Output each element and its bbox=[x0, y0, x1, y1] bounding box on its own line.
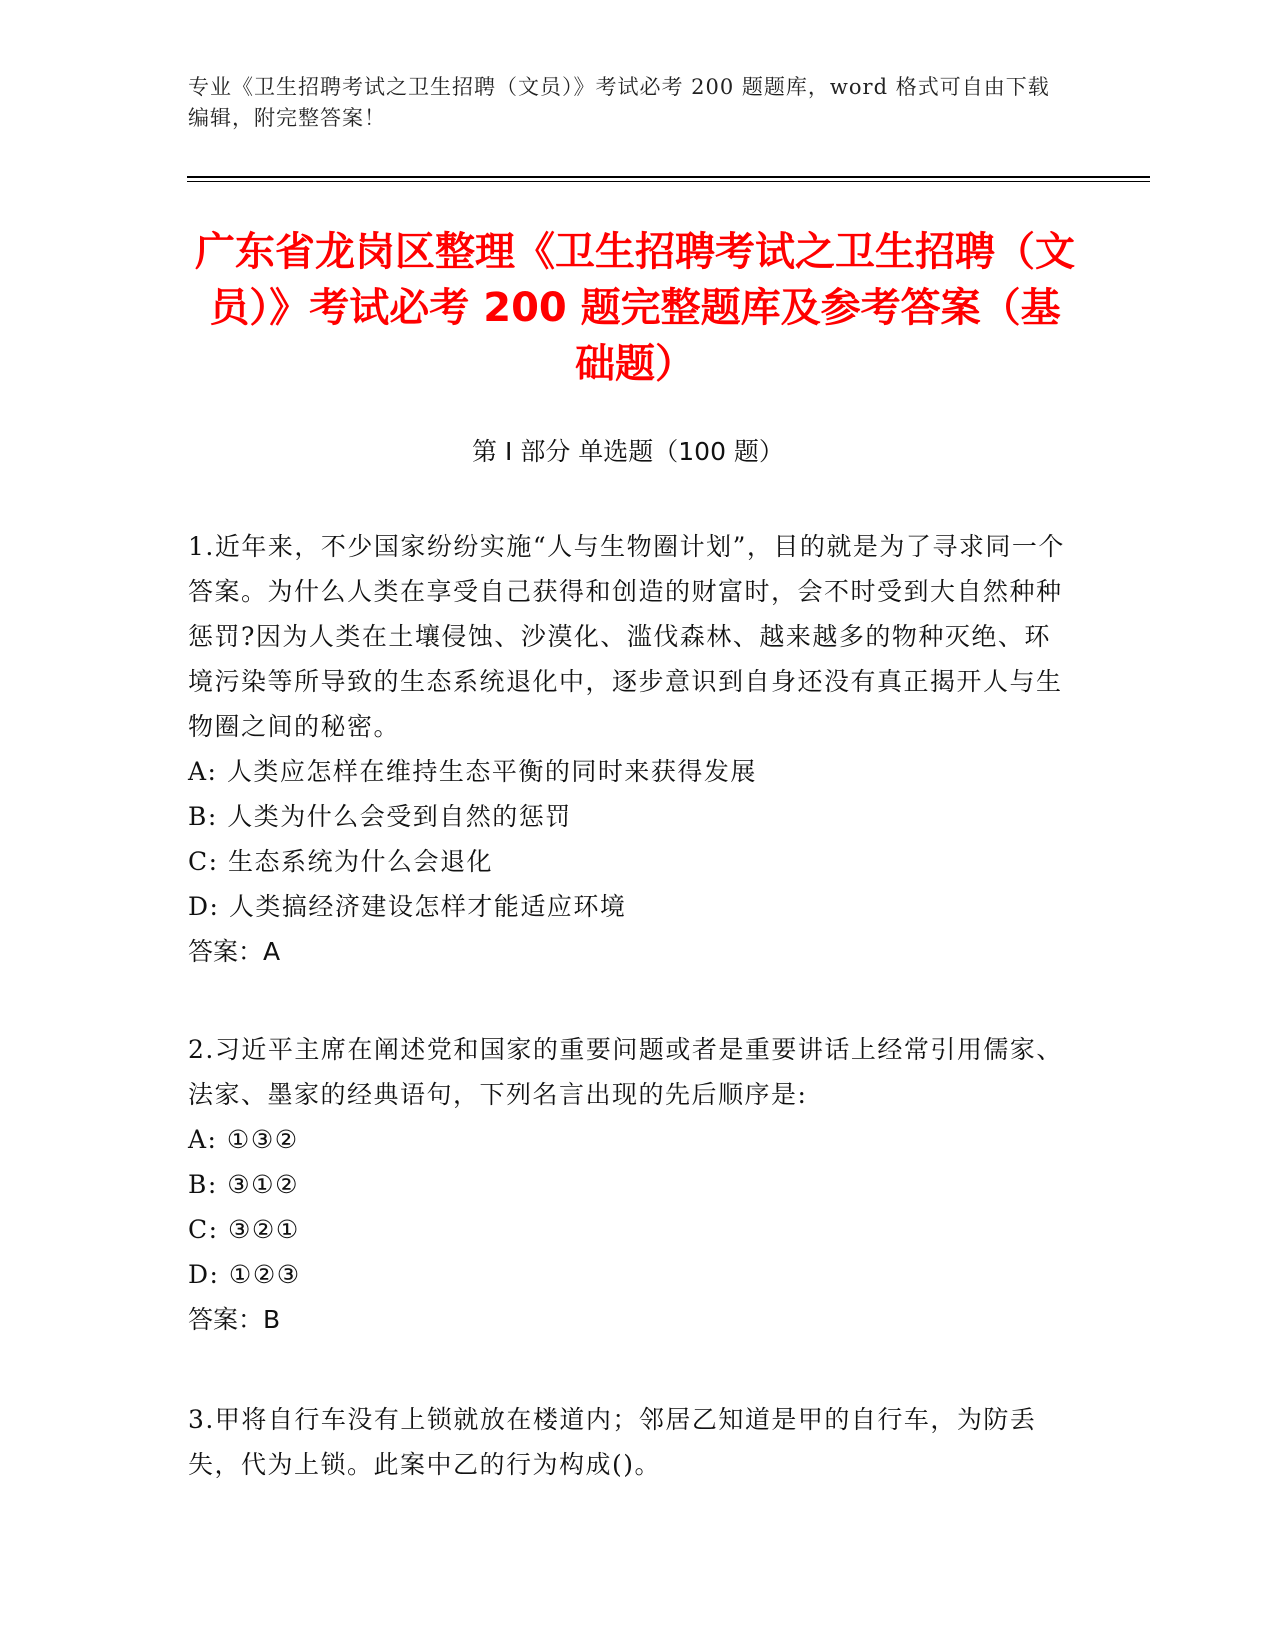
header-divider-thin bbox=[187, 181, 1150, 182]
question-3 bbox=[188, 1397, 1068, 1487]
answer: 答案：B bbox=[188, 1305, 281, 1334]
option-a: A: ①③② bbox=[188, 1125, 299, 1154]
question-stem: 1.近年来，不少国家纷纷实施“人与生物圈计划”，目的就是为了寻求同一个答案。为什么人类在享受自己获得和创造的财富时，会不时受到大自然种种惩罚?因为人类在土壤侵蚀、沙漠化、滥伐森林、越来越多的物种灭绝、环境污染等所导致的生态系统退化中，逐步意识到自身还没有真正揭开人与生物圈之间的秘密。 bbox=[188, 532, 1065, 741]
option-c: C: 生态系统为什么会退化 bbox=[188, 847, 493, 876]
option-a: A: 人类应怎样在维持生态平衡的同时来获得发展 bbox=[188, 757, 757, 786]
option-b: B: 人类为什么会受到自然的惩罚 bbox=[188, 802, 572, 831]
option-c: C: ③②① bbox=[188, 1215, 300, 1244]
document-title: 广东省龙岗区整理《卫生招聘考试之卫生招聘（文员）》考试必考 200 题完整题库及参考答案（基础题） bbox=[195, 229, 1075, 387]
header-note: 专业《卫生招聘考试之卫生招聘（文员）》考试必考 200 题题库，word 格式可自由下载编辑，附完整答案！ bbox=[188, 75, 1050, 130]
question-stem: 3.甲将自行车没有上锁就放在楼道内；邻居乙知道是甲的自行车，为防丢失，代为上锁。此案中乙的行为构成()。 bbox=[188, 1405, 1037, 1479]
header-divider-thick bbox=[187, 176, 1150, 178]
question-2 bbox=[188, 1027, 1068, 1342]
question-1 bbox=[188, 524, 1068, 974]
answer: 答案：A bbox=[188, 937, 281, 966]
question-stem: 2.习近平主席在阐述党和国家的重要问题或者是重要讲话上经常引用儒家、法家、墨家的经典语句，下列名言出现的先后顺序是: bbox=[188, 1035, 1063, 1109]
option-d: D: ①②③ bbox=[188, 1260, 301, 1289]
option-d: D: 人类搞经济建设怎样才能适应环境 bbox=[188, 892, 627, 921]
section-title: 第 I 部分 单选题（100 题） bbox=[472, 437, 784, 466]
option-b: B: ③①② bbox=[188, 1170, 299, 1199]
